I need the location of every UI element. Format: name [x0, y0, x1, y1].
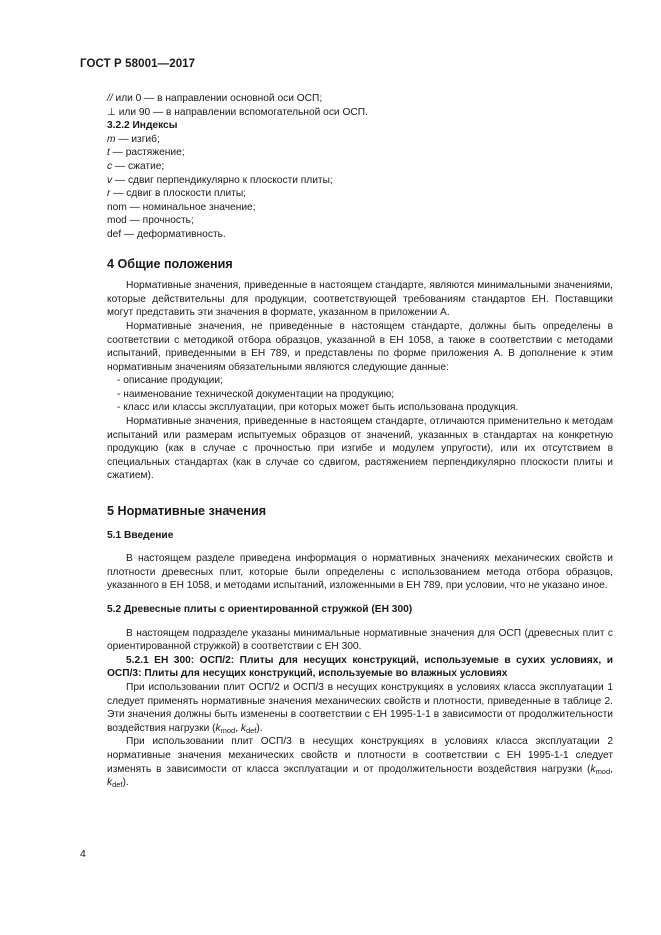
section-5-2-paragraph: В настоящем подразделе указаны минимальные нормативные значения для ОСП (древесных плит с ориентированной стружкой) в соответствии с ЕН 300.: [107, 627, 613, 653]
index-line: [107, 201, 613, 215]
index-symbol: m: [107, 133, 116, 145]
index-text: — изгиб;: [115, 133, 160, 145]
section-5-heading: 5 Нормативные значения: [107, 504, 267, 519]
k-symbol: k: [590, 763, 596, 775]
index-line: [107, 160, 613, 174]
index-symbol: nom: [107, 201, 127, 213]
index-symbol: v: [107, 174, 113, 186]
document-header: ГОСТ Р 58001—2017: [80, 58, 196, 70]
page-number: 4: [80, 848, 86, 860]
index-line: [107, 133, 613, 147]
index-text: — сдвиг в плоскости плиты;: [110, 188, 247, 200]
index-symbol: def: [107, 228, 122, 240]
index-text: — номинальное значение;: [126, 201, 256, 213]
symbol-line-parallel: [107, 92, 613, 106]
k-mod-subscript: mod: [220, 725, 236, 735]
symbol-perpendicular: ⊥: [107, 106, 116, 118]
section-4-paragraph-3: Нормативные значения, приведенные в настоящем стандарте, отличаются применительно к методам испытаний или размерам испытуемых образцов от значений, указанных в стандартах на конкретную продукцию (как в случае с прочностью при изгибе и модулем упругости), или их отсутствием в специальных стандартах (как в случае со сдвигом, растяжением перпендикулярно плоскости плиты и сжатием).: [107, 416, 613, 482]
index-symbol: c: [107, 160, 113, 172]
index-line: [107, 146, 613, 160]
section-5-2-1-heading: 5.2.1 ЕН 300: ОСП/2: Плиты для несущих конструкций, используемые в сухих условиях, и ОСП/3: Плиты для несущих конструкций, используемые во влажных условиях: [107, 654, 613, 680]
k-mod-subscript: mod: [595, 766, 611, 776]
index-text: — сдвиг перпендикулярно к плоскости плиты;: [112, 174, 333, 186]
index-line: [107, 187, 613, 201]
k-symbol: k: [107, 777, 113, 789]
index-text: — сжатие;: [112, 160, 165, 172]
symbol-parallel: //: [107, 93, 113, 104]
index-text: — деформативность.: [121, 228, 226, 240]
index-symbol: mod: [107, 215, 127, 227]
list-item: - класс или классы эксплуатации, при которых может быть использована продукция.: [117, 402, 519, 414]
index-symbol: r: [107, 188, 111, 200]
indices-heading: 3.2.2 Индексы: [107, 120, 178, 132]
index-line: [107, 214, 613, 228]
section-5-2-1-paragraph-1: При использовании плит ОСП/2 и ОСП/3 в несущих конструкциях в условиях класса эксплуатации 1 следует применять нормативные значения механических свойств и плотности, приведенные в таблице 2. Эти значения должны быть изменены в соответствии с ЕН 1995-1-1 в зависимости от продолжительности воздействия нагрузки ($k_{mod}$, $k_{def}$).: [107, 681, 613, 735]
list-item: - наименование технической документации на продукцию;: [117, 388, 395, 400]
section-5-1-paragraph: В настоящем разделе приведена информация о нормативных значениях механических свойств и плотности древесных плит, которые были определены с использованием метода отбора образцов, указанного в ЕН 1058, и методами испытаний, изложенными в ЕН 789, при условии, что не указано иное.: [107, 553, 613, 592]
index-text: — растяжение;: [109, 147, 185, 159]
section-4-paragraph-1: Нормативные значения, приведенные в настоящем стандарте, являются минимальными значениями, которые действительны для продукции, соответствующей требованиям стандартов ЕН. Поставщики могут представить эти значения в формате, указанном в приложении А.: [107, 280, 613, 319]
index-text: — прочность;: [126, 215, 194, 227]
symbol-text: или 0 — в направлении основной оси ОСП;: [112, 93, 323, 104]
k-def-subscript: def: [112, 780, 123, 790]
index-line: [107, 174, 613, 188]
section-5-1-heading: 5.1 Введение: [107, 529, 174, 541]
index-line: [107, 228, 613, 242]
symbol-text: или 90 — в направлении вспомогательной оси ОСП.: [115, 106, 368, 118]
section-4-heading: 4 Общие положения: [107, 256, 233, 271]
list-item: - описание продукции;: [117, 375, 223, 387]
section-4-paragraph-2: Нормативные значения, не приведенные в настоящем стандарте, должны быть определены в соответствии с методикой отбора образцов, указанной в ЕН 1058, а также в соответствии с методами испытаний, приведенными в ЕН 789, и представлены по форме приложения А. В дополнение к этим нормативным значениям обязательными являются следующие данные:: [107, 320, 613, 373]
k-symbol: k: [240, 722, 246, 734]
page-content: [107, 92, 613, 790]
section-5-2-1-paragraph-2: При использовании плит ОСП/3 в несущих конструкциях в условиях класса эксплуатации 2 нормативные значения механических свойств и плотности в соответствии с ЕН 1995-1-1 следует изменять в зависимости от класса эксплуатации и от продолжительности воздействия нагрузки ($k_{mod}$, $k_{def}$).: [107, 736, 613, 790]
index-symbol: t: [107, 147, 110, 159]
section-5-2-heading: 5.2 Древесные плиты с ориентированной стружкой (ЕН 300): [107, 604, 413, 615]
symbol-line-perpendicular: [107, 106, 613, 120]
k-symbol: k: [215, 722, 221, 734]
k-def-subscript: def: [245, 725, 257, 735]
